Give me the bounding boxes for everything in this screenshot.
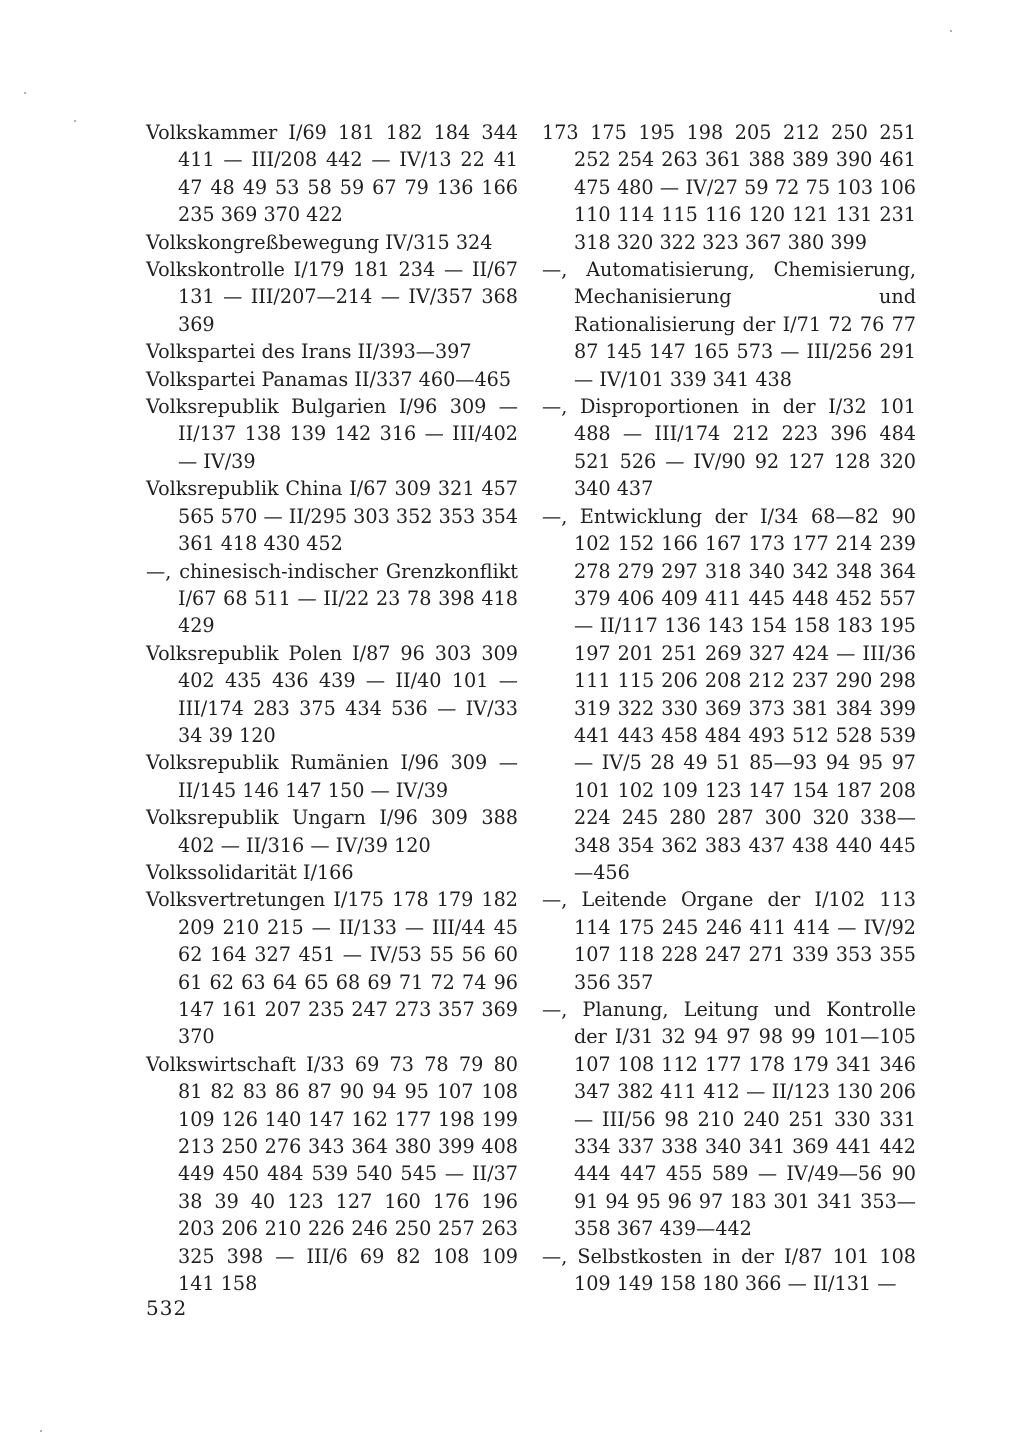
index-entry: Volkskongreßbewegung IV/315 324 — [146, 230, 493, 254]
scan-speck — [950, 30, 952, 32]
index-entry: Volkswirtschaft I/33 69 73 78 79 80 81 82 83 86 87 90 94 95 107 108 109 126 140 147 162 177 198 199 213 250 276 343 364 380 399 408 449 450 484 539 540 545 — II/37 38 39 40 123 127 160 176 196 203 206 210 226 246 250 257 263 325 398 — III/6 69 82 108 109 141 158 — [146, 1052, 518, 1296]
page-number: 532 — [146, 1296, 188, 1320]
scan-speck — [40, 1430, 42, 1432]
index-entry: Volkspartei Panamas II/337 460—465 — [146, 367, 512, 391]
index-subentry: —, Entwicklung der I/34 68—82 90 102 152 166 167 173 177 214 239 278 279 297 318 340 342 348 364 379 406 409 411 445 448 452 557 — II/117 136 143 154 158 183 195 197 201 251 269 327 424 — III/36 111 115 206 208 212 237 290 298 319 322 330 369 373 381 384 399 441 443 458 484 493 512 528 539 — IV/5 28 49 51 85—93 94 95 97 101 102 109 123 147 154 187 208 224 245 280 287 300 320 338—348 354 362 383 437 438 440 445—456 — [542, 504, 916, 884]
index-entry-continued: 173 175 195 198 205 212 250 251 252 254 263 361 388 389 390 461 475 480 — IV/27 59 72 75 103 106 110 114 115 116 120 121 131 231 318 320 322 323 367 380 399 — [542, 121, 916, 254]
index-entry: Volksrepublik Polen I/87 96 303 309 402 435 436 439 — II/40 101 — III/174 283 375 434 536 — IV/33 34 39 120 — [146, 641, 518, 747]
index-entry: —, chinesisch-indischer Grenzkonflikt I/67 68 511 — II/22 23 78 398 418 429 — [146, 559, 518, 638]
index-entry: Volksrepublik Rumänien I/96 309 — II/145 146 147 150 — IV/39 — [146, 751, 518, 802]
index-subentry: —, Selbstkosten in der I/87 101 108 109 149 158 180 366 — II/131 — — [542, 1244, 916, 1296]
index-column-right — [542, 119, 916, 1297]
index-entry: Volksrepublik Bulgarien I/96 309 — II/137 138 139 142 316 — III/402 — IV/39 — [146, 395, 518, 473]
index-subentry: —, Disproportionen in der I/32 101 488 — III/174 212 223 396 484 521 526 — IV/90 92 127 128 320 340 437 — [542, 395, 916, 501]
index-entry: Volksrepublik China I/67 309 321 457 565 570 — II/295 303 352 353 354 361 418 430 452 — [146, 477, 518, 556]
index-entry: Volksrepublik Ungarn I/96 309 388 402 — II/316 — IV/39 120 — [146, 806, 518, 857]
index-entry: Volksvertretungen I/175 178 179 182 209 210 215 — II/133 — III/44 45 62 164 327 451 — IV/53 55 56 60 61 62 63 64 65 68 69 71 72 74 96 147 161 207 235 247 273 357 369 370 — [146, 888, 518, 1049]
index-entry: Volkspartei des Irans II/393—397 — [146, 340, 472, 364]
index-entry: Volkskontrolle I/179 181 234 — II/67 131 — III/207—214 — IV/357 368 369 — [146, 258, 518, 336]
index-subentry: —, Automatisierung, Chemisierung, Mechanisierung und Rationalisierung der I/71 72 76 77 87 145 147 165 573 — III/256 291 — IV/101 339 341 438 — [542, 258, 916, 391]
index-subentry: —, Planung, Leitung und Kontrolle der I/31 32 94 97 98 99 101—105 107 108 112 177 178 179 341 346 347 382 411 412 — II/123 130 206 — III/56 98 210 240 251 330 331 334 337 338 340 341 369 441 442 444 447 455 589 — IV/49—56 90 91 94 95 96 97 183 301 341 353—358 367 439—442 — [542, 998, 916, 1241]
index-entry: Volkskammer I/69 181 182 184 344 411 — III/208 442 — IV/13 22 41 47 48 49 53 58 59 67 79 136 166 235 369 370 422 — [146, 121, 518, 227]
index-entry: Volkssolidarität I/166 — [146, 860, 354, 884]
index-subentry: —, Leitende Organe der I/102 113 114 175 245 246 411 414 — IV/92 107 118 228 247 271 339 353 355 356 357 — [542, 888, 916, 994]
scan-speck — [24, 92, 26, 94]
scan-speck — [74, 120, 76, 122]
index-column-left — [146, 119, 518, 1297]
